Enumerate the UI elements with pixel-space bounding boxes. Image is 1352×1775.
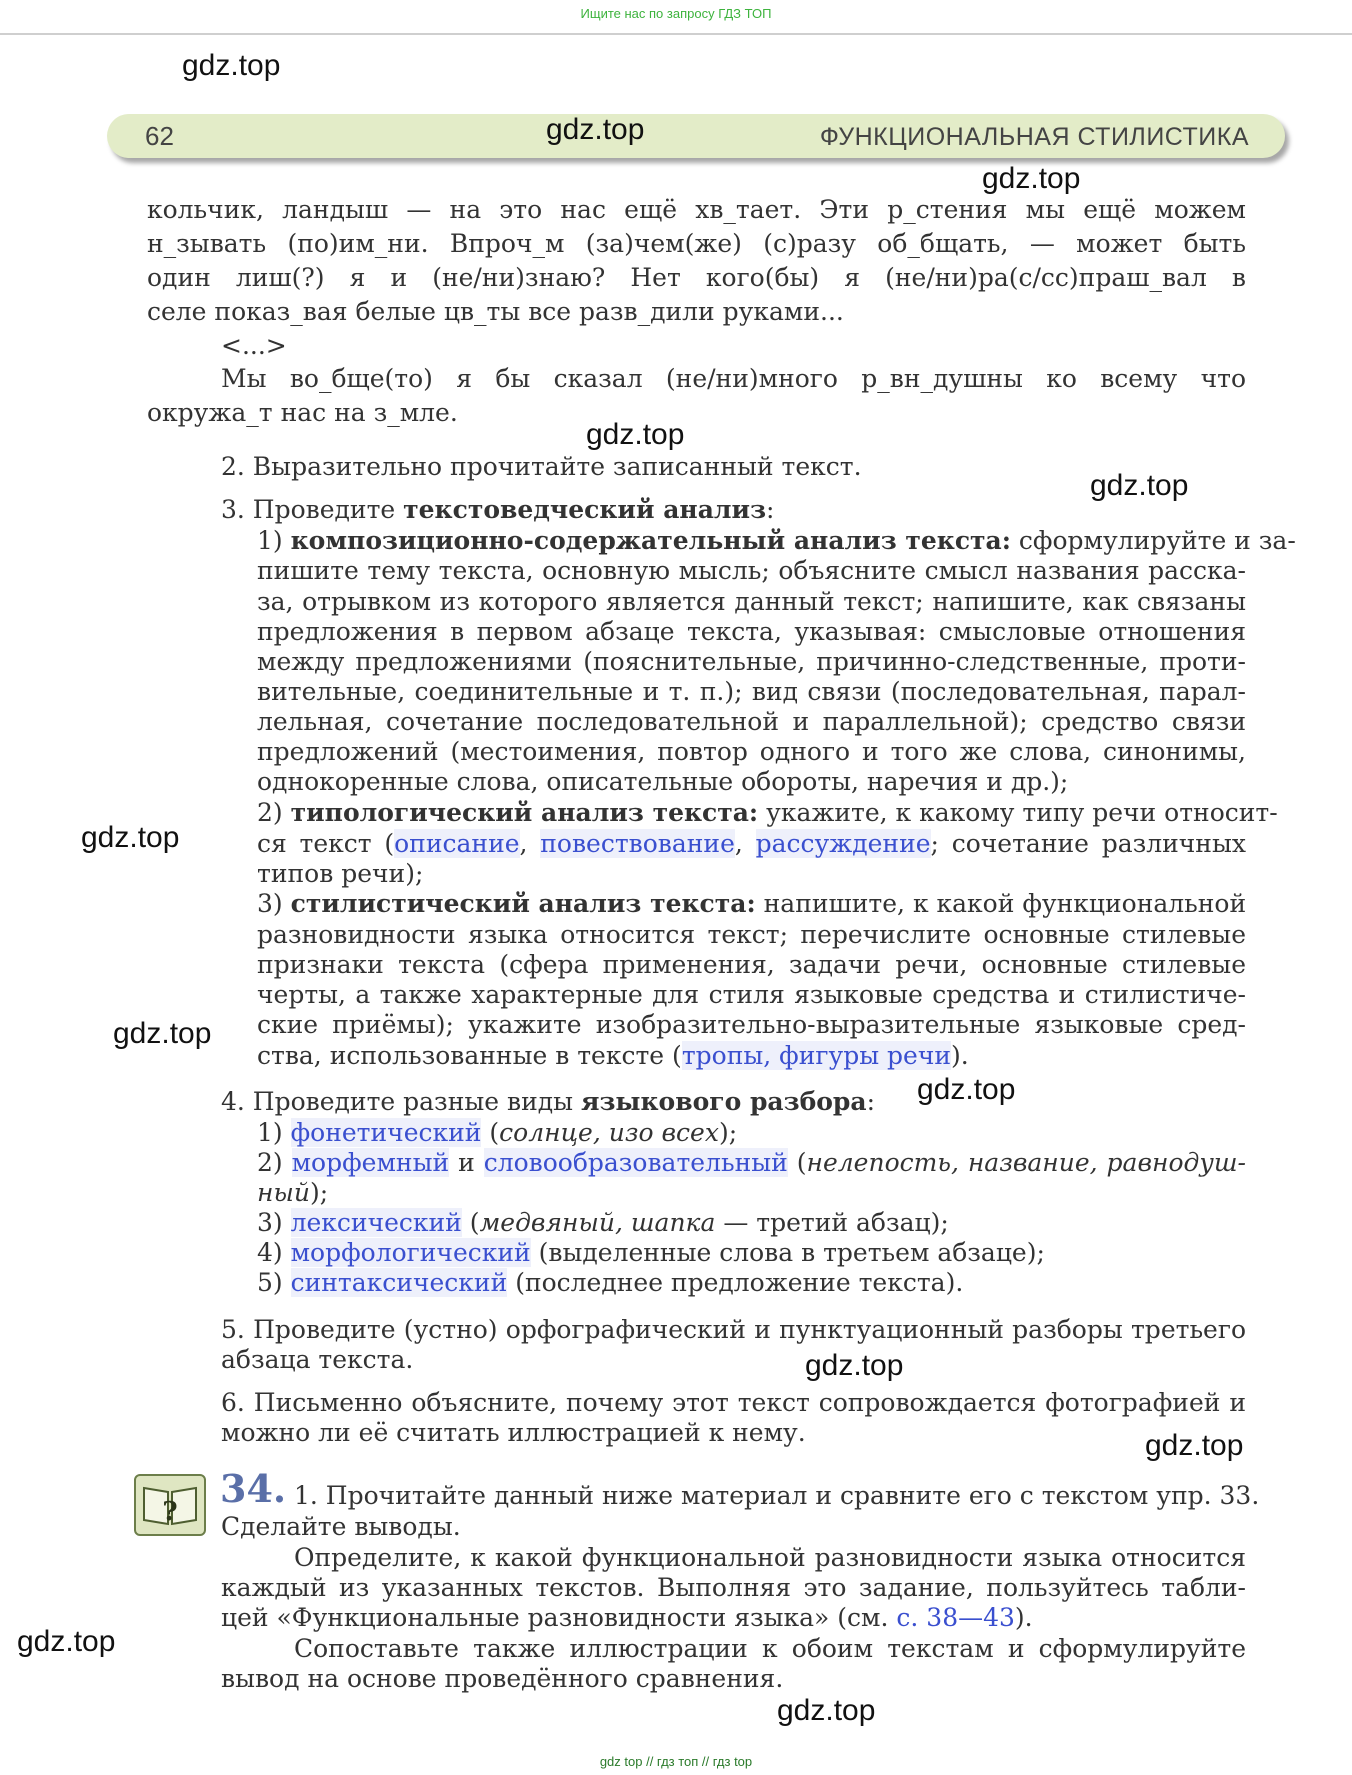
task-4-item-1: 1) фонетический (солнце, изо всех); <box>257 1118 738 1147</box>
text-line: н_зывать (по)им_ни. Впроч_м (за)чем(же) (с)разу об_бщать, — может быть <box>147 229 1246 258</box>
text-line: между предложениями (пояснительные, причинно-следственные, проти- <box>257 647 1246 676</box>
watermark: gdz.top <box>113 1017 212 1050</box>
svg-text:?: ? <box>162 1497 178 1527</box>
task-5: 5. Проведите (устно) орфографический и пунктуационный разборы третьего <box>221 1315 1246 1344</box>
exercise-line: Сопоставьте также иллюстрации к обоим текстам и сформулируйте <box>294 1634 1246 1663</box>
task-4-item-2-end: ный); <box>257 1178 329 1207</box>
exercise-number: 34. <box>220 1466 287 1511</box>
text-line: кольчик, ландыш — на это нас ещё хв_тает. Эти р_стения мы ещё можем <box>147 195 1246 224</box>
task-3-item-3-last: ства, использованные в тексте (тропы, фигуры речи). <box>257 1041 969 1070</box>
task-4-item-3: 3) лексический (медвяный, шапка — третий абзац); <box>257 1208 949 1237</box>
watermark: gdz.top <box>982 162 1081 195</box>
watermark: gdz.top <box>182 49 281 82</box>
exercise-line: Сделайте выводы. <box>221 1512 461 1541</box>
task-3-item-2-line: ся текст (описание, повествование, рассуждение; сочетание различных <box>257 829 1246 858</box>
task-4-intro: 4. Проведите разные виды языкового разбора: <box>221 1087 876 1116</box>
top-banner <box>0 0 1352 35</box>
task-4-item-2: 2) морфемный и словообразовательный (нелепость, название, равнодуш- <box>257 1148 1247 1177</box>
text-line: можно ли её считать иллюстрацией к нему. <box>221 1418 806 1447</box>
text-line: за, отрывком из которого является данный текст; напишите, как связаны <box>257 587 1246 616</box>
text-line: окружа_т нас на з_мле. <box>147 398 458 427</box>
watermark: gdz.top <box>917 1073 1016 1106</box>
footer <box>0 1751 1352 1770</box>
exercise-line: вывод на основе проведённого сравнения. <box>221 1664 784 1693</box>
link-foneticheskiy[interactable]: фонетический <box>290 1118 482 1147</box>
text-line: селе показ_вая белые цв_ты все разв_дили руками... <box>147 297 844 326</box>
text-line: черты, а также характерные для стиля языковые средства и стилистиче- <box>257 980 1246 1009</box>
task-3-item-1: 1) композиционно-содержательный анализ текста: сформулируйте и за- <box>257 526 1296 555</box>
text-line: пишите тему текста, основную мысль; объясните смысл названия расска- <box>257 556 1246 585</box>
link-sintaksicheskiy[interactable]: синтаксический <box>290 1268 508 1297</box>
text-line: абзаца текста. <box>221 1345 414 1374</box>
task-3-intro: 3. Проведите текстоведческий анализ: <box>221 495 775 524</box>
exercise-line: Определите, к какой функциональной разновидности языка относится <box>294 1543 1246 1572</box>
watermark: gdz.top <box>17 1625 116 1658</box>
link-slovoobrazovatelnyy[interactable]: словообразовательный <box>483 1148 788 1177</box>
text-line: предложений (местоимения, повтор одного и того же слова, синонимы, <box>257 737 1246 766</box>
page-header <box>107 114 1285 158</box>
link-leksicheskiy[interactable]: лексический <box>290 1208 462 1237</box>
text-line: предложения в первом абзаце текста, указывая: смысловые отношения <box>257 617 1246 646</box>
text-line: ские приёмы); укажите изобразительно-выразительные языковые сред- <box>257 1010 1246 1039</box>
task-3-item-2: 2) типологический анализ текста: укажите, к какому типу речи относит- <box>257 798 1278 827</box>
exercise-line-link: цей «Функциональные разновидности языка» (см. с. 38—43). <box>221 1603 1033 1632</box>
watermark: gdz.top <box>546 113 645 146</box>
text-line: один лиш(?) я и (не/ни)знаю? Нет кого(бы) я (не/ни)ра(с/сс)праш_вал в <box>147 263 1246 292</box>
task-3-item-3: 3) стилистический анализ текста: напишите, к какой функциональной <box>257 889 1247 918</box>
text-line: лельная, сочетание последовательной и параллельной); средство связи <box>257 707 1246 736</box>
watermark: gdz.top <box>586 418 685 451</box>
task-4-item-5: 5) синтаксический (последнее предложение текста). <box>257 1268 964 1297</box>
watermark: gdz.top <box>805 1349 904 1382</box>
section-title: ФУНКЦИОНАЛЬНАЯ СТИЛИСТИКА <box>819 123 1249 151</box>
watermark: gdz.top <box>1090 469 1189 502</box>
watermark: gdz.top <box>81 821 180 854</box>
question-book-icon <box>134 1474 206 1536</box>
footer-text: gdz top // гдз топ // гдз top <box>599 1754 753 1769</box>
task-4-item-4: 4) морфологический (выделенные слова в третьем абзаце); <box>257 1238 1045 1267</box>
text-line: однокоренные слова, описательные обороты, наречия и др.); <box>257 767 1069 796</box>
link-tropy[interactable]: тропы, фигуры речи <box>681 1041 952 1070</box>
task-2: 2. Выразительно прочитайте записанный текст. <box>221 452 862 481</box>
text-line: разновидности языка относится текст; перечислите основные стилевые <box>257 920 1246 949</box>
text-line: типов речи); <box>257 859 424 888</box>
text-line: вительные, соединительные и т. п.); вид связи (последовательная, парал- <box>257 677 1246 706</box>
link-pages[interactable]: с. 38—43 <box>896 1603 1015 1632</box>
exercise-line: каждый из указанных текстов. Выполняя это задание, пользуйтесь табли- <box>221 1573 1246 1602</box>
page-number: 62 <box>145 121 174 151</box>
watermark: gdz.top <box>777 1694 876 1727</box>
link-morfemnyy[interactable]: морфемный <box>291 1148 450 1177</box>
task-6: 6. Письменно объясните, почему этот текст сопровождается фотографией и <box>221 1388 1246 1417</box>
link-opisanie[interactable]: описание <box>394 829 520 858</box>
top-banner-text: Ищите нас по запросу ГДЗ ТОП <box>580 6 772 21</box>
watermark: gdz.top <box>1145 1429 1244 1462</box>
link-povestvovanie[interactable]: повествование <box>540 829 735 858</box>
text-line: Мы во_бще(то) я бы сказал (не/ни)много р_вн_душны ко всему что <box>221 364 1246 393</box>
exercise-line: 1. Прочитайте данный ниже материал и сравните его с текстом упр. 33. <box>294 1481 1260 1510</box>
text-line: признаки текста (сфера применения, задачи речи, основные стилевые <box>257 950 1246 979</box>
ellipsis: <...> <box>221 331 287 360</box>
link-morfologicheskiy[interactable]: морфологический <box>290 1238 531 1267</box>
link-rassuzhdenie[interactable]: рассуждение <box>755 829 931 858</box>
